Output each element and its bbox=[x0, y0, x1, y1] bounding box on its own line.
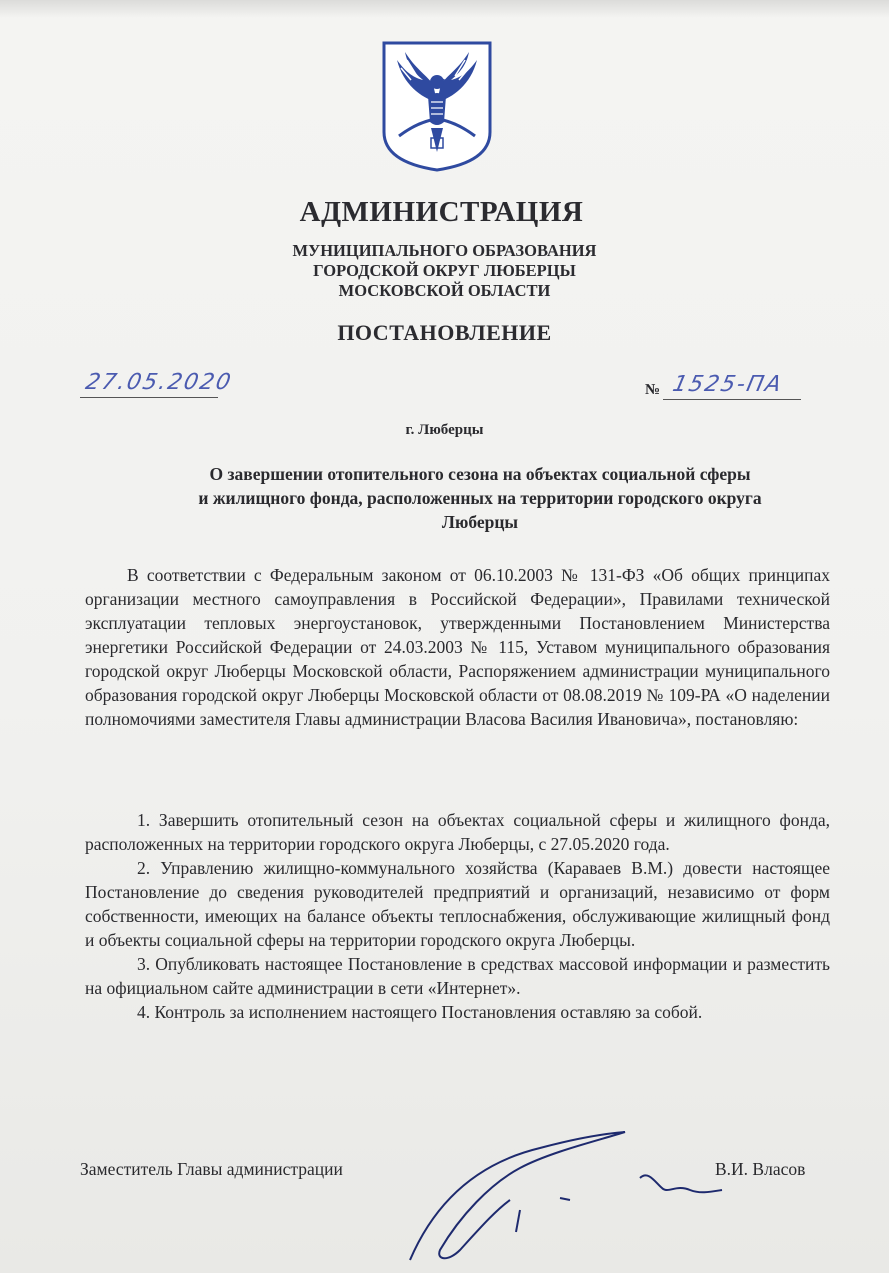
signatory-position: Заместитель Главы администрации bbox=[80, 1159, 343, 1179]
resolution-item: 4. Контроль за исполнением настоящего Постановления оставляю за собой. bbox=[137, 1002, 703, 1022]
handwritten-date: 27.05.2020 bbox=[83, 370, 235, 395]
subject-line1: О завершении отопительного сезона на объектах социальной сферы bbox=[209, 464, 751, 484]
coat-of-arms-icon bbox=[381, 40, 493, 173]
header-subtitle-line1: МУНИЦИПАЛЬНОГО ОБРАЗОВАНИЯ bbox=[292, 241, 597, 260]
header-title: АДМИНИСТРАЦИЯ bbox=[299, 196, 584, 228]
subject-line2: и жилищного фонда, расположенных на территории городского округа bbox=[198, 488, 762, 508]
number-label: № bbox=[645, 382, 661, 398]
header-subtitle-line2: ГОРОДСКОЙ ОКРУГ ЛЮБЕРЦЫ bbox=[313, 261, 576, 280]
resolution-item: 3. Опубликовать настоящее Постановление в средствах массовой информации и разместить на официальном сайте администрации в сети «Интернет». bbox=[85, 954, 830, 998]
signatory-name: В.И. Власов bbox=[715, 1159, 806, 1179]
handwritten-number: 1525-ПА bbox=[670, 372, 786, 397]
resolution-items bbox=[85, 808, 830, 1024]
handwritten-signature-icon bbox=[400, 1120, 730, 1270]
subject-title bbox=[130, 462, 830, 534]
city: г. Люберцы bbox=[405, 422, 484, 438]
resolution-item: 1. Завершить отопительный сезон на объектах социальной сферы и жилищного фонда, расположенных на территории городского округа Люберцы, с 27.05.2020 года. bbox=[85, 810, 830, 854]
subject-line3: Люберцы bbox=[441, 512, 519, 532]
date-underline bbox=[80, 397, 218, 398]
document-type: ПОСТАНОВЛЕНИЕ bbox=[337, 320, 552, 345]
header-subtitle-line3: МОСКОВСКОЙ ОБЛАСТИ bbox=[338, 281, 551, 300]
preamble-paragraph: В соответствии с Федеральным законом от 06.10.2003 № 131-ФЗ «Об общих принципах организации местного самоуправления в Российской Федерации», Правилами технической эксплуатации тепловых энергоустановок, утвержденными Постановлением Министерства энергетики Российской Федерации от 24.03.2003 № 115, Уставом муниципального образования городской округ Люберцы Московской области, Распоряжением администрации муниципального образования городской округ Люберцы Московской области от 08.08.2019 № 109-РА «О наделении полномочиями заместителя Главы администрации Власова Василия Ивановича», постановляю: bbox=[85, 565, 830, 729]
number-underline bbox=[663, 399, 801, 400]
resolution-item: 2. Управлению жилищно-коммунального хозяйства (Караваев В.М.) довести настоящее Постановление до сведения руководителей предприятий и организаций, независимо от форм собственности, имеющих на балансе объекты теплоснабжения, обслуживающие жилищный фонд и объекты социальной сферы на территории городского округа Люберцы. bbox=[85, 858, 830, 950]
paper-shadow bbox=[0, 0, 889, 18]
